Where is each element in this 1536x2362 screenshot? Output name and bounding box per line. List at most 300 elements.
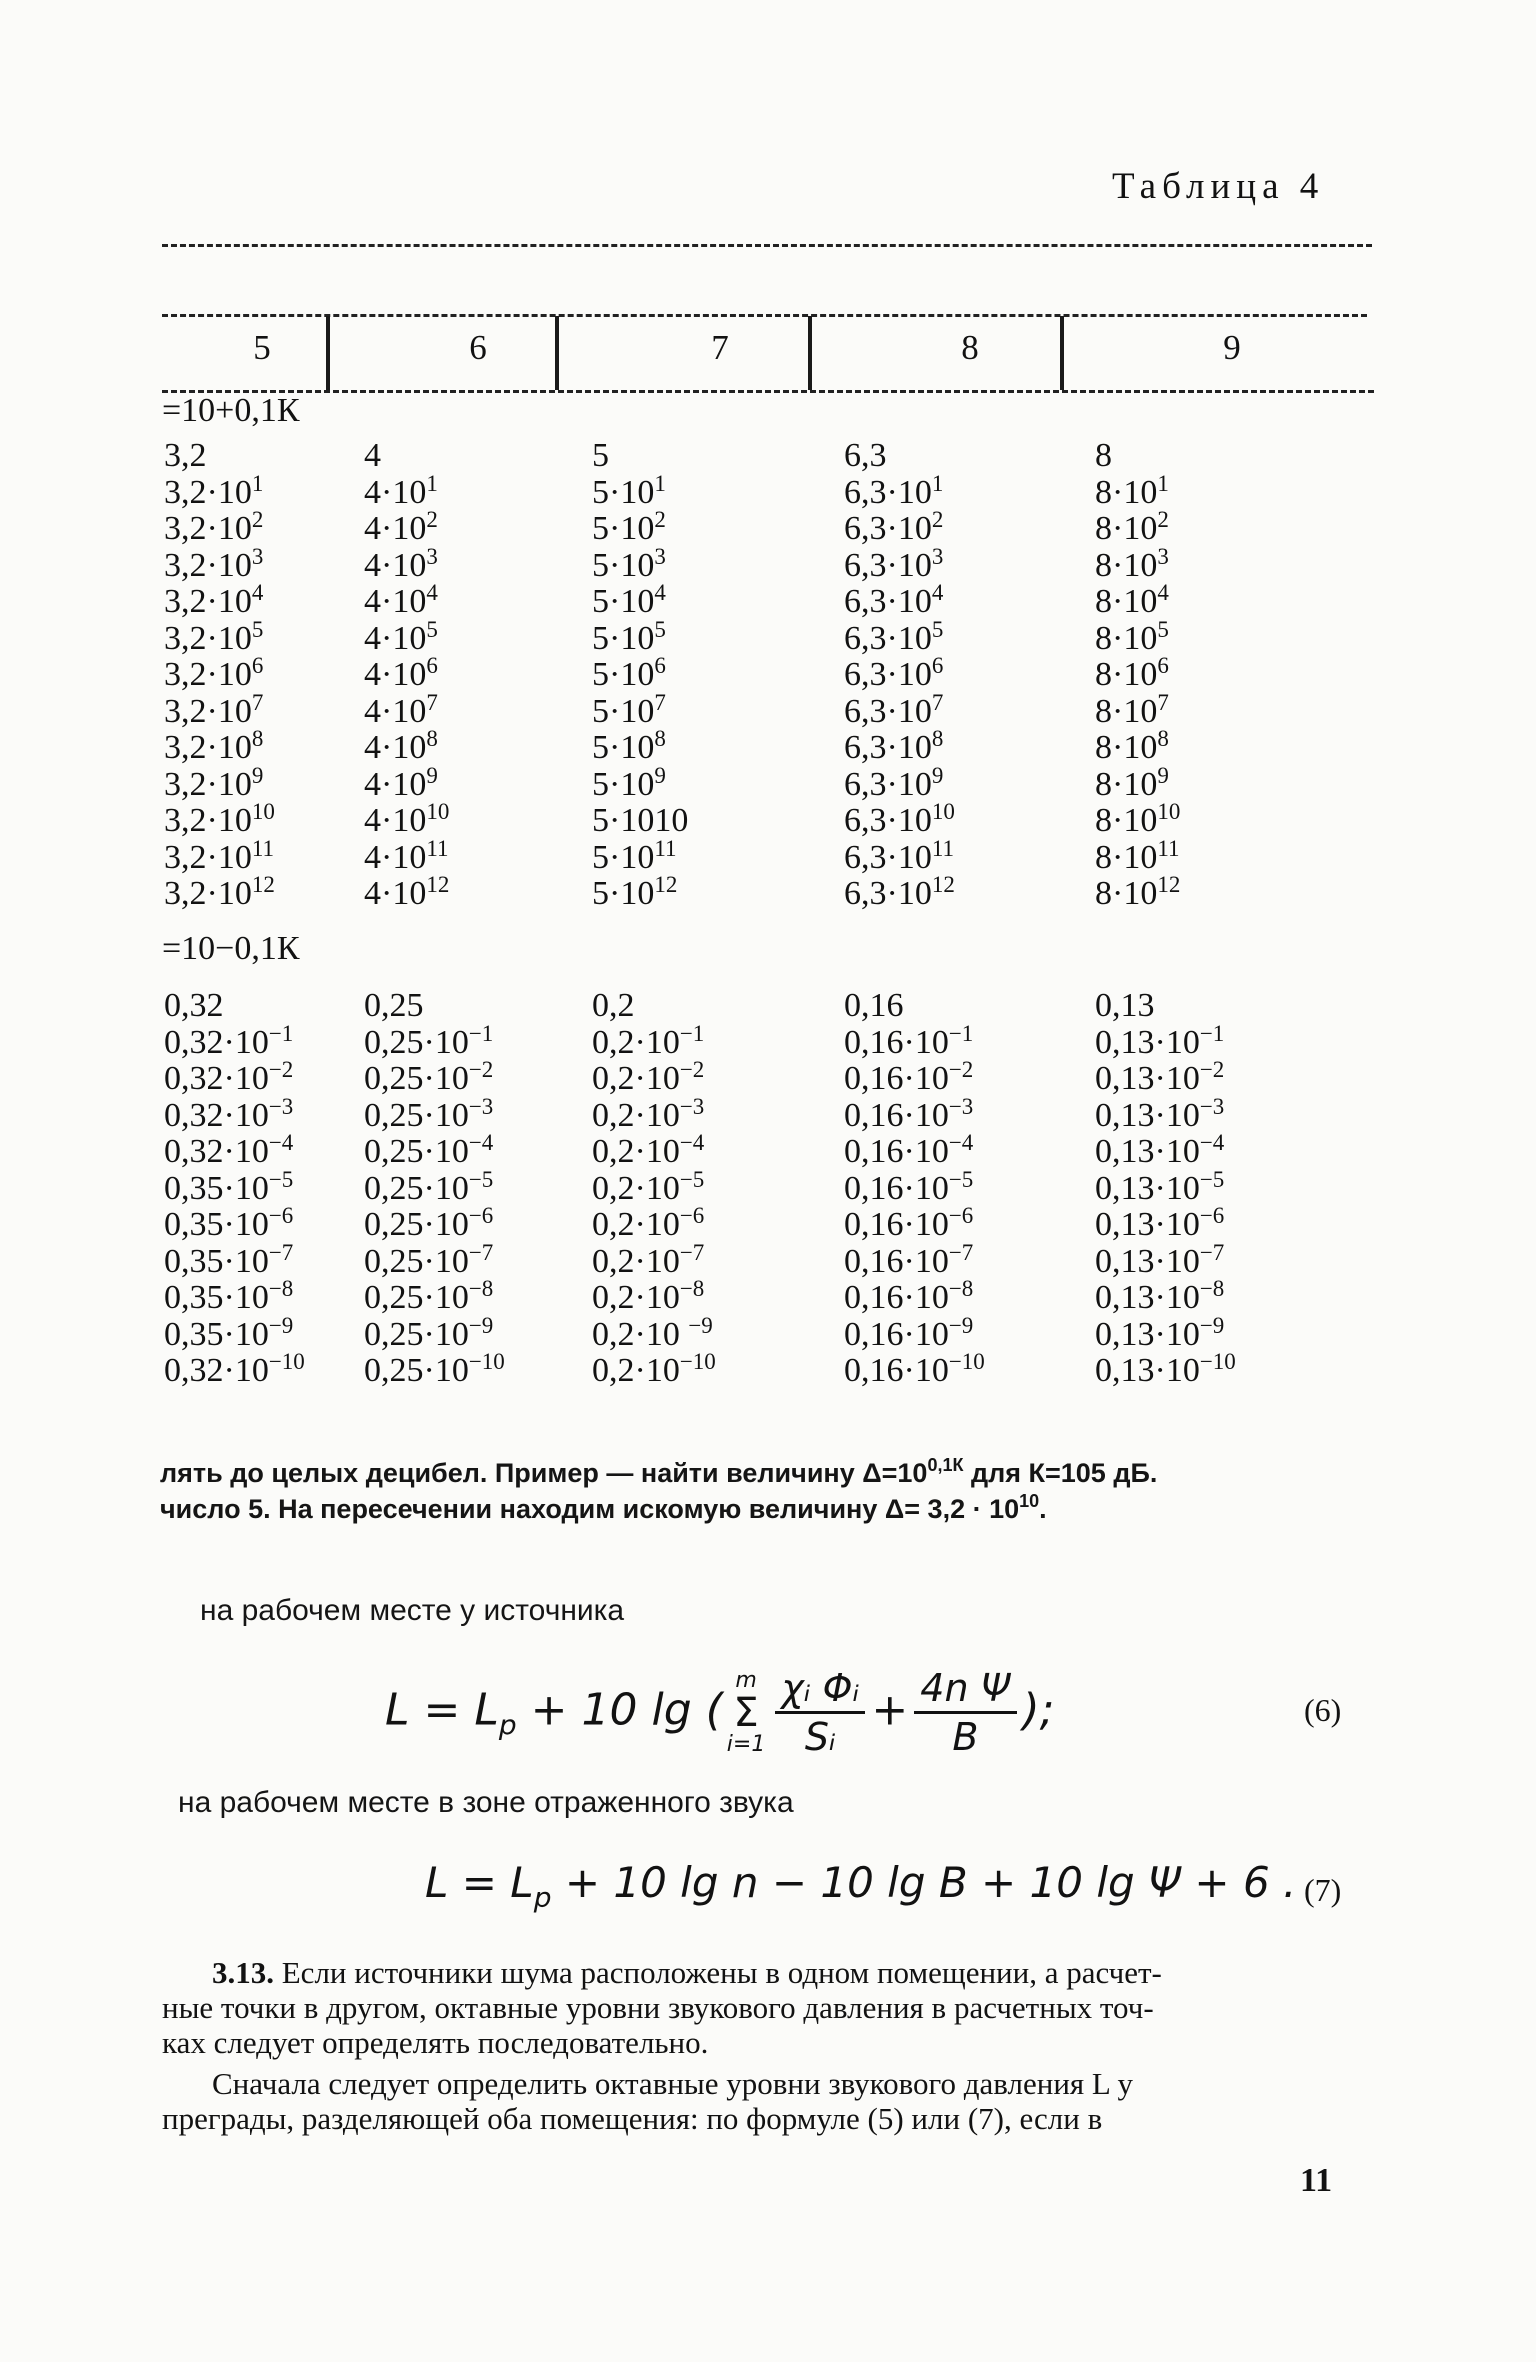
- cell-exponent: 6: [654, 653, 666, 678]
- formula-6: [385, 1665, 1055, 1760]
- table-cell: [844, 1166, 985, 1208]
- cell-mantissa: 4·10: [364, 583, 427, 620]
- cell-exponent: 8: [654, 726, 666, 751]
- table-cell: [844, 726, 955, 767]
- cell-exponent: −10: [948, 1349, 985, 1374]
- cell-exponent: 2: [931, 507, 944, 532]
- cell-mantissa: 8·10: [1095, 875, 1158, 912]
- cell-mantissa: 0,2·10: [592, 1315, 689, 1353]
- table-cell: [364, 1057, 505, 1098]
- cell-exponent: 1: [1157, 470, 1169, 496]
- cell-mantissa: 4·10: [364, 765, 427, 803]
- cell-exponent: 9: [1157, 762, 1169, 788]
- cell-exponent: −1: [948, 1020, 974, 1046]
- negative-section-label: =10−0,1К: [162, 930, 300, 967]
- table-cell: [592, 507, 688, 548]
- cell-mantissa: 6,3·10: [844, 692, 932, 730]
- cell-mantissa: 0,32·10: [164, 1352, 269, 1389]
- cell-mantissa: 0,25·10: [364, 1133, 469, 1170]
- cell-exponent: −3: [1199, 1093, 1225, 1119]
- paragraph-line5: преграды, разделяющей оба помещения: по формуле (5) или (7), если в: [162, 2101, 1103, 2136]
- header-bottom-rule: [162, 390, 1374, 393]
- cell-exponent: −8: [468, 1276, 494, 1301]
- table-cell: [592, 1349, 716, 1390]
- cell-mantissa: 4·10: [364, 729, 427, 766]
- cell-mantissa: 0,25·10: [364, 1060, 469, 1097]
- cell-mantissa: 0,13·10: [1095, 1206, 1200, 1243]
- table-cell: [1095, 835, 1180, 877]
- cell-mantissa: 0,32: [164, 987, 224, 1024]
- table-cell: [844, 507, 955, 548]
- cell-exponent: 7: [1157, 689, 1169, 715]
- cell-mantissa: 4·10: [364, 692, 427, 730]
- table-column-6: [364, 438, 449, 913]
- cell-mantissa: 0,25·10: [364, 1169, 469, 1207]
- table-cell: [164, 726, 275, 767]
- cell-mantissa: 0,25·10: [364, 1315, 469, 1353]
- frac2-denominator: B: [952, 1715, 979, 1759]
- cell-exponent: 5: [251, 616, 264, 642]
- table-cell: [164, 507, 275, 548]
- cell-mantissa: 6,3·10: [844, 765, 932, 803]
- table-cell: [592, 470, 688, 512]
- cell-exponent: −7: [268, 1239, 294, 1265]
- formula-sub: p: [533, 1881, 552, 1914]
- cell-exponent: 7: [654, 689, 666, 715]
- table-cell: [364, 616, 449, 658]
- table-cell: [592, 988, 716, 1025]
- cell-exponent: 3: [1157, 543, 1169, 569]
- cell-exponent: 10: [251, 799, 275, 824]
- cell-exponent: −2: [468, 1057, 494, 1082]
- cell-mantissa: 0,2·10: [592, 1206, 680, 1243]
- note-text: лять до целых децибел. Пример — найти величину Δ=10: [160, 1458, 928, 1488]
- cell-mantissa: 0,32·10: [164, 1060, 269, 1097]
- table-cell: [164, 988, 305, 1025]
- table-cell: [164, 689, 275, 731]
- cell-exponent: −6: [679, 1203, 705, 1228]
- cell-exponent: 6: [426, 653, 438, 678]
- cell-mantissa: 8·10: [1095, 510, 1158, 547]
- cell-exponent: 4: [931, 580, 944, 605]
- cell-exponent: −4: [948, 1130, 974, 1155]
- table-cell: [1095, 1203, 1236, 1244]
- table-cell: [364, 438, 449, 475]
- cell-mantissa: 0,35·10: [164, 1315, 269, 1353]
- cell-exponent: 3: [426, 543, 438, 569]
- table-cell: [592, 616, 688, 658]
- table-cell: [592, 1203, 716, 1244]
- table-cell: [364, 1349, 505, 1390]
- cell-mantissa: 4·10: [364, 546, 427, 584]
- formula-lhs: L = L: [425, 1858, 534, 1907]
- cell-exponent: −5: [679, 1166, 705, 1192]
- table-cell: [364, 1130, 505, 1171]
- cell-exponent: 7: [251, 689, 264, 715]
- table-cell: [364, 580, 449, 621]
- cell-mantissa: 0,25·10: [364, 1352, 469, 1389]
- cell-mantissa: 0,13·10: [1095, 1133, 1200, 1170]
- cell-exponent: 5: [1157, 616, 1169, 642]
- cell-exponent: −5: [268, 1166, 294, 1192]
- note-exponent: 0,1К: [927, 1455, 964, 1475]
- cell-exponent: −10: [679, 1349, 716, 1374]
- cell-exponent: 12: [654, 872, 678, 897]
- cell-mantissa: 0,16·10: [844, 1096, 949, 1134]
- table-cell: [164, 1093, 305, 1135]
- cell-mantissa: 0,2·10: [592, 1352, 680, 1389]
- column-header-6: 6: [469, 328, 487, 367]
- cell-exponent: 9: [251, 762, 264, 788]
- formula-plus: +: [871, 1684, 909, 1736]
- table-cell: [364, 1312, 505, 1354]
- cell-mantissa: 5·10: [592, 583, 655, 620]
- table-cell: [1095, 872, 1181, 913]
- table-cell: [364, 653, 449, 694]
- note-text: число 5. На пересечении находим искомую величину Δ= 3,2 · 10: [160, 1494, 1020, 1524]
- table-cell: [592, 1020, 716, 1062]
- page-number: 11: [1300, 2162, 1333, 2199]
- table-cell: [1095, 470, 1180, 512]
- table-cell: [844, 1203, 985, 1244]
- cell-exponent: 6: [931, 653, 944, 678]
- cell-mantissa: 5·10: [592, 510, 655, 547]
- cell-exponent: −2: [1199, 1057, 1225, 1082]
- cell-mantissa: 0,16·10: [844, 1242, 949, 1280]
- table-cell: [1095, 762, 1180, 804]
- cell-mantissa: 4·10: [364, 619, 427, 657]
- column-header-5: 5: [253, 328, 271, 367]
- cell-mantissa: 4·10: [364, 802, 427, 839]
- table-cell: [1095, 1057, 1236, 1098]
- table-column-5: [164, 988, 305, 1390]
- cell-exponent: −2: [679, 1057, 705, 1082]
- cell-exponent: 12: [931, 872, 955, 897]
- cell-exponent: 1: [251, 470, 264, 496]
- table-cell: [364, 470, 449, 512]
- sum-symbol: [727, 1668, 766, 1758]
- cell-mantissa: 3,2·10: [164, 838, 252, 876]
- cell-mantissa: 0,13·10: [1095, 1023, 1200, 1061]
- table-cell: [592, 653, 688, 694]
- cell-exponent: 3: [931, 543, 944, 569]
- table-cell: [1095, 653, 1180, 694]
- table-cell: [592, 1057, 716, 1098]
- cell-mantissa: 0,25·10: [364, 1206, 469, 1243]
- table-cell: [1095, 616, 1180, 658]
- table-cell: [164, 872, 275, 913]
- cell-mantissa: 0,16·10: [844, 1279, 949, 1316]
- table-cell: [164, 653, 275, 694]
- paragraph-313-line1: [212, 1955, 1162, 1990]
- cell-exponent: −4: [1199, 1130, 1225, 1155]
- cell-exponent: −8: [948, 1276, 974, 1301]
- table-cell: [164, 1203, 305, 1244]
- cell-exponent: −8: [268, 1276, 294, 1301]
- cell-mantissa: 0,2·10: [592, 1279, 680, 1316]
- table-cell: [1095, 507, 1180, 548]
- cell-mantissa: 3,2·10: [164, 546, 252, 584]
- note-text: .: [1039, 1494, 1047, 1524]
- frac1-denominator: Sᵢ: [804, 1715, 836, 1759]
- cell-mantissa: 0,16·10: [844, 1315, 949, 1353]
- cell-exponent: −1: [1199, 1020, 1225, 1046]
- cell-exponent: 8: [931, 726, 944, 751]
- table-cell: [164, 580, 275, 621]
- cell-exponent: 12: [1157, 872, 1181, 897]
- cell-mantissa: 0,25·10: [364, 1023, 469, 1061]
- table-cell: [844, 1239, 985, 1281]
- table-cell: [164, 1312, 305, 1354]
- cell-mantissa: 3,2·10: [164, 656, 252, 693]
- cell-exponent: −4: [679, 1130, 705, 1155]
- table-cell: [364, 835, 449, 877]
- cell-exponent: −10: [1199, 1349, 1236, 1374]
- cell-mantissa: 5·1010: [592, 802, 689, 839]
- cell-exponent: −6: [1199, 1203, 1225, 1228]
- cell-exponent: −9: [468, 1312, 494, 1338]
- formula-7: [425, 1858, 1297, 1914]
- table-cell: [1095, 1166, 1236, 1208]
- table-cell: [1095, 1130, 1236, 1171]
- cell-exponent: −10: [268, 1349, 305, 1374]
- cell-mantissa: 3,2·10: [164, 692, 252, 730]
- table-cell: [1095, 988, 1236, 1025]
- table-cell: [364, 1276, 505, 1317]
- paragraph-313-line3: ках следует определять последовательно.: [162, 2025, 709, 2060]
- table-cell: [592, 580, 688, 621]
- table-title: Таблица 4: [1112, 166, 1325, 207]
- cell-exponent: −9: [688, 1312, 713, 1338]
- table-cell: [592, 835, 688, 877]
- cell-mantissa: 8·10: [1095, 802, 1158, 839]
- cell-mantissa: 0,13·10: [1095, 1242, 1200, 1280]
- table-cell: [164, 1239, 305, 1281]
- cell-mantissa: 5·10: [592, 765, 655, 803]
- cell-mantissa: 0,16·10: [844, 1352, 949, 1389]
- table-cell: [844, 799, 955, 840]
- table-column-6: [364, 988, 505, 1390]
- paragraph-313-line2: ные точки в другом, октавные уровни звукового давления в расчетных точ-: [162, 1990, 1154, 2025]
- cell-exponent: −10: [468, 1349, 505, 1374]
- cell-mantissa: 0,13·10: [1095, 1096, 1200, 1134]
- table-cell: [844, 543, 955, 585]
- cell-exponent: 1: [931, 470, 944, 496]
- cell-exponent: −5: [948, 1166, 974, 1192]
- frac2-numerator: 4n Ψ: [914, 1665, 1016, 1714]
- cell-mantissa: 0,13·10: [1095, 1060, 1200, 1097]
- cell-exponent: 8: [426, 726, 438, 751]
- cell-exponent: −6: [268, 1203, 294, 1228]
- header-divider: [808, 316, 812, 390]
- column-header-9: 9: [1223, 328, 1241, 367]
- cell-mantissa: 5·10: [592, 838, 655, 876]
- at-source-label: на рабочем месте у источника: [200, 1594, 625, 1627]
- cell-mantissa: 8·10: [1095, 546, 1158, 584]
- table-cell: [364, 1203, 505, 1244]
- table-cell: [364, 1093, 505, 1135]
- cell-exponent: 11: [251, 835, 274, 861]
- sum-top: m: [735, 1667, 757, 1693]
- frac1-numerator: χᵢ Φᵢ: [775, 1665, 865, 1714]
- cell-mantissa: 0,13: [1095, 987, 1155, 1024]
- cell-mantissa: 3,2·10: [164, 510, 252, 547]
- cell-mantissa: 6,3·10: [844, 838, 932, 876]
- table-column-9: [1095, 438, 1180, 913]
- cell-exponent: 5: [931, 616, 944, 642]
- table-cell: [844, 1130, 985, 1171]
- cell-exponent: −4: [268, 1130, 294, 1155]
- cell-mantissa: 3,2·10: [164, 619, 252, 657]
- cell-exponent: 7: [931, 689, 944, 715]
- table-cell: [164, 470, 275, 512]
- cell-mantissa: 3,2·10: [164, 729, 252, 766]
- column-header-7: 7: [711, 328, 729, 367]
- cell-exponent: −2: [268, 1057, 294, 1082]
- table-cell: [1095, 689, 1180, 731]
- cell-exponent: 8: [251, 726, 264, 751]
- cell-exponent: −4: [468, 1130, 494, 1155]
- fraction-2: [914, 1665, 1016, 1760]
- cell-mantissa: 4·10: [364, 473, 427, 511]
- table-cell: [844, 438, 955, 475]
- cell-exponent: 12: [426, 872, 450, 897]
- cell-exponent: 4: [251, 580, 264, 605]
- cell-exponent: 9: [654, 762, 666, 788]
- table-cell: [164, 1057, 305, 1098]
- cell-exponent: −3: [948, 1093, 974, 1119]
- cell-exponent: 6: [251, 653, 264, 678]
- cell-mantissa: 0,13·10: [1095, 1169, 1200, 1207]
- table-cell: [164, 543, 275, 585]
- cell-mantissa: 0,16·10: [844, 1060, 949, 1097]
- table-cell: [364, 762, 449, 804]
- cell-exponent: 3: [654, 543, 666, 569]
- table-cell: [592, 543, 688, 585]
- example-note-line2: [160, 1491, 1047, 1525]
- cell-mantissa: 6,3·10: [844, 729, 932, 766]
- table-cell: [1095, 799, 1181, 840]
- equation-number-7: (7): [1304, 1872, 1342, 1908]
- cell-exponent: 1: [426, 470, 438, 496]
- fraction-1: [775, 1665, 865, 1760]
- cell-mantissa: 8·10: [1095, 656, 1158, 693]
- table-cell: [164, 1130, 305, 1171]
- cell-mantissa: 0,2·10: [592, 1023, 680, 1061]
- cell-mantissa: 6,3: [844, 437, 887, 474]
- cell-mantissa: 6,3·10: [844, 802, 932, 839]
- positive-section-label: =10+0,1К: [162, 392, 300, 429]
- cell-exponent: 11: [931, 835, 954, 861]
- cell-exponent: 2: [251, 507, 264, 532]
- table-cell: [164, 1349, 305, 1390]
- cell-mantissa: 5·10: [592, 619, 655, 657]
- cell-exponent: −9: [268, 1312, 294, 1338]
- table-cell: [364, 543, 449, 585]
- header-divider: [555, 316, 559, 390]
- table-cell: [844, 1349, 985, 1390]
- cell-exponent: −9: [948, 1312, 974, 1338]
- cell-exponent: 1: [654, 470, 666, 496]
- cell-mantissa: 0,2·10: [592, 1242, 680, 1280]
- table-cell: [164, 799, 275, 840]
- cell-exponent: −8: [679, 1276, 705, 1301]
- cell-mantissa: 8·10: [1095, 729, 1158, 766]
- cell-mantissa: 8·10: [1095, 473, 1158, 511]
- cell-mantissa: 0,32·10: [164, 1096, 269, 1134]
- table-cell: [592, 872, 688, 913]
- table-cell: [844, 1312, 985, 1354]
- cell-exponent: −1: [468, 1020, 494, 1046]
- cell-mantissa: 5·10: [592, 546, 655, 584]
- table-cell: [364, 726, 449, 767]
- cell-mantissa: 3,2·10: [164, 802, 252, 839]
- cell-mantissa: 3,2: [164, 437, 207, 474]
- cell-exponent: 4: [654, 580, 666, 605]
- cell-mantissa: 0,25: [364, 987, 424, 1024]
- table-cell: [844, 1093, 985, 1135]
- cell-exponent: 4: [426, 580, 438, 605]
- cell-mantissa: 8·10: [1095, 619, 1158, 657]
- cell-exponent: −6: [468, 1203, 494, 1228]
- cell-exponent: −3: [679, 1093, 705, 1119]
- table-cell: [364, 872, 450, 913]
- cell-mantissa: 6,3·10: [844, 546, 932, 584]
- table-cell: [364, 1166, 505, 1208]
- table-cell: [844, 653, 955, 694]
- table-cell: [164, 616, 275, 658]
- table-column-8: [844, 988, 985, 1390]
- cell-mantissa: 0,16·10: [844, 1206, 949, 1243]
- table-cell: [1095, 1276, 1236, 1317]
- cell-mantissa: 4·10: [364, 875, 427, 912]
- cell-mantissa: 0,25·10: [364, 1096, 469, 1134]
- table-cell: [592, 438, 688, 475]
- cell-exponent: 10: [931, 799, 955, 824]
- note-exponent: 10: [1019, 1491, 1040, 1511]
- table-cell: [1095, 726, 1180, 767]
- table-cell: [364, 988, 505, 1025]
- cell-exponent: 9: [426, 762, 438, 788]
- table-cell: [844, 1057, 985, 1098]
- column-header-8: 8: [961, 328, 979, 367]
- table-cell: [164, 835, 275, 877]
- cell-mantissa: 0,13·10: [1095, 1315, 1200, 1353]
- paragraph-line4: Сначала следует определить октавные уровни звукового давления L у: [212, 2066, 1133, 2101]
- table-cell: [364, 689, 449, 731]
- cell-mantissa: 0,35·10: [164, 1169, 269, 1207]
- equation-number-6: (6): [1304, 1692, 1342, 1728]
- cell-exponent: 4: [1157, 580, 1169, 605]
- table-cell: [592, 726, 688, 767]
- cell-mantissa: 4·10: [364, 510, 427, 547]
- cell-exponent: −5: [1199, 1166, 1225, 1192]
- cell-exponent: 2: [1157, 507, 1169, 532]
- table-cell: [164, 762, 275, 804]
- table-column-8: [844, 438, 955, 913]
- cell-exponent: −3: [268, 1093, 294, 1119]
- cell-exponent: 10: [426, 799, 450, 824]
- cell-mantissa: 0,16·10: [844, 1133, 949, 1170]
- cell-exponent: −6: [948, 1203, 974, 1228]
- table-cell: [164, 1276, 305, 1317]
- cell-mantissa: 0,35·10: [164, 1242, 269, 1280]
- cell-exponent: −7: [468, 1239, 494, 1265]
- cell-mantissa: 5: [592, 437, 609, 474]
- header-divider: [1060, 316, 1064, 390]
- cell-mantissa: 0,25·10: [364, 1279, 469, 1316]
- table-cell: [592, 1166, 716, 1208]
